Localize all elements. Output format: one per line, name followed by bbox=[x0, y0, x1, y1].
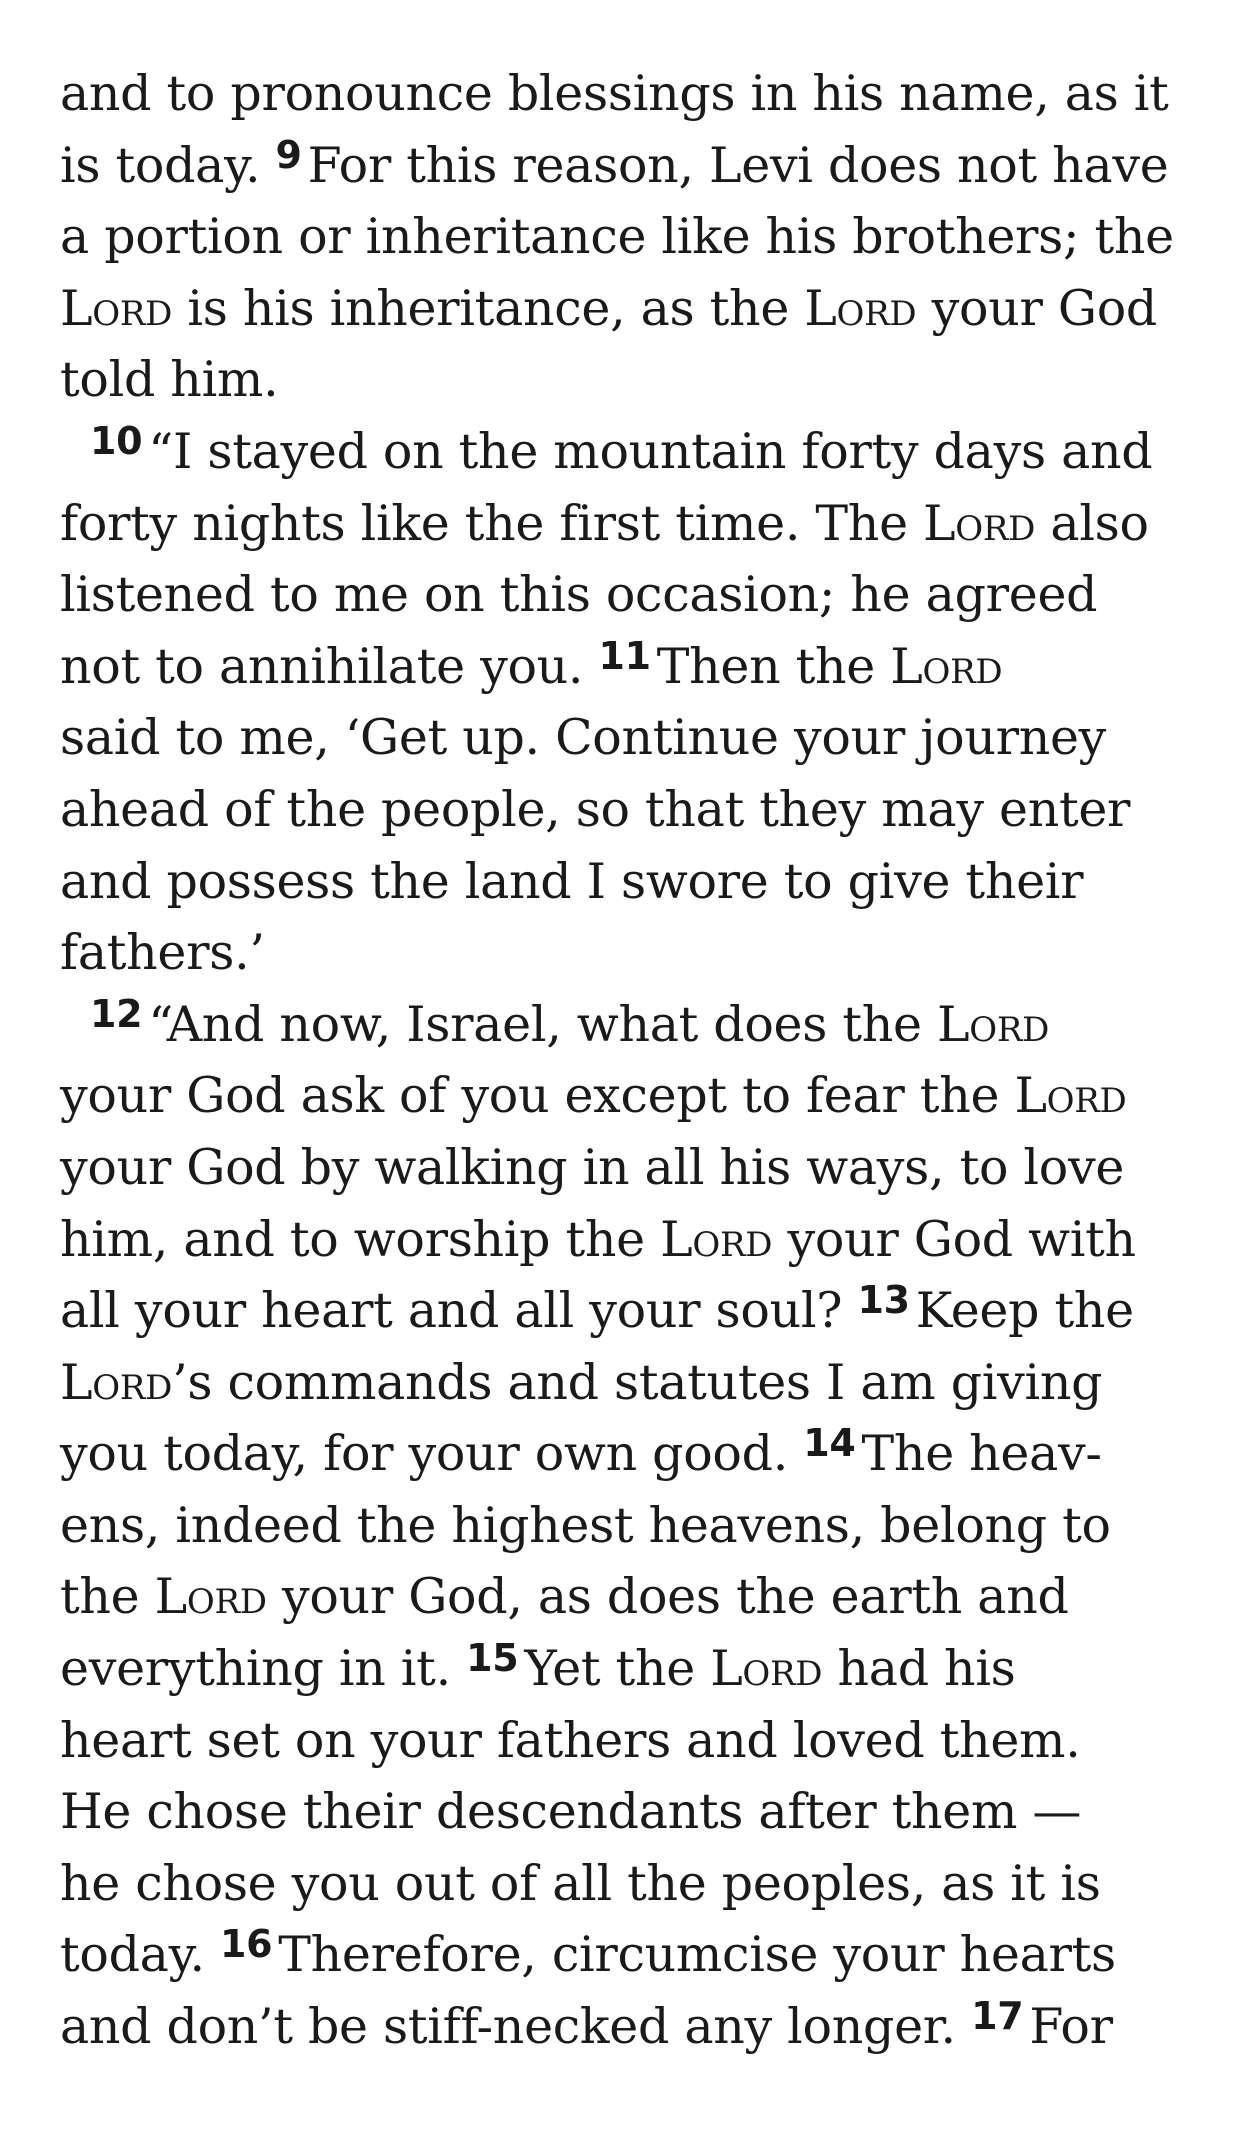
verse-text: had his bbox=[822, 1640, 1016, 1698]
verse-text: said to me, ‘Get up. Continue your journey bbox=[60, 709, 1107, 767]
divine-name: Lord bbox=[804, 279, 917, 337]
text-line bbox=[60, 1490, 1200, 1562]
divine-name: Lord bbox=[1014, 1067, 1127, 1125]
verse-text: all your heart and all your soul? bbox=[60, 1282, 858, 1340]
divine-name: Lord bbox=[154, 1568, 267, 1626]
verse-text: your God by walking in all his ways, to love bbox=[60, 1138, 1125, 1196]
verse-number: 12 bbox=[90, 991, 143, 1036]
verse-text: For bbox=[1029, 1998, 1113, 2056]
divine-name: Lord bbox=[660, 1210, 773, 1268]
verse-text: ahead of the people, so that they may enter bbox=[60, 780, 1131, 838]
verse-text: listened to me on this occasion; he agreed bbox=[60, 566, 1098, 624]
text-line bbox=[60, 917, 1200, 989]
text-line bbox=[60, 344, 1200, 416]
verse-number: 9 bbox=[275, 132, 302, 177]
verse-text: forty nights like the first time. The bbox=[60, 494, 924, 552]
verse-text: Keep the bbox=[915, 1282, 1134, 1340]
text-line bbox=[60, 1347, 1200, 1419]
text-line bbox=[60, 774, 1200, 846]
verse-text: The heav- bbox=[861, 1425, 1102, 1483]
divine-name: Lord bbox=[937, 995, 1050, 1053]
text-line bbox=[60, 989, 1200, 1061]
verse-text: Then the bbox=[656, 637, 891, 695]
verse-text: your God with bbox=[772, 1210, 1136, 1268]
verse-number: 10 bbox=[90, 418, 143, 463]
scripture-text bbox=[60, 58, 1200, 2063]
text-line bbox=[60, 488, 1200, 560]
verse-text: told him. bbox=[60, 351, 279, 409]
divine-name: Lord bbox=[890, 637, 1003, 695]
text-line bbox=[60, 846, 1200, 918]
verse-number: 14 bbox=[803, 1421, 856, 1466]
verse-number: 16 bbox=[220, 1922, 273, 1967]
verse-number: 11 bbox=[598, 633, 651, 678]
divine-name: Lord bbox=[923, 494, 1036, 552]
verse-text: For this reason, Levi does not have bbox=[307, 136, 1169, 194]
verse-text: Yet the bbox=[524, 1640, 711, 1698]
verse-text: your God bbox=[916, 279, 1158, 337]
verse-text: “And now, Israel, what does the bbox=[148, 995, 937, 1053]
text-line bbox=[60, 1561, 1200, 1633]
verse-text: today. bbox=[60, 1926, 220, 1984]
verse-text: ’s commands and statutes I am giving bbox=[172, 1353, 1103, 1411]
divine-name: Lord bbox=[710, 1640, 823, 1698]
verse-text: is today. bbox=[60, 136, 276, 194]
text-line bbox=[60, 702, 1200, 774]
verse-text: ens, indeed the highest heavens, belong to bbox=[60, 1496, 1111, 1554]
verse-text: your God ask of you except to fear the bbox=[60, 1067, 1015, 1125]
text-line bbox=[60, 1204, 1200, 1276]
verse-text: he chose you out of all the peoples, as it is bbox=[60, 1854, 1101, 1912]
text-line bbox=[60, 1776, 1200, 1848]
text-line bbox=[60, 559, 1200, 631]
verse-text: a portion or inheritance like his brothers; the bbox=[60, 208, 1174, 266]
text-line bbox=[60, 1132, 1200, 1204]
verse-text: you today, for your own good. bbox=[60, 1425, 804, 1483]
verse-text: is his inheritance, as the bbox=[172, 279, 805, 337]
text-line bbox=[60, 1991, 1200, 2063]
text-line bbox=[60, 201, 1200, 273]
text-line bbox=[60, 1705, 1200, 1777]
text-line bbox=[60, 58, 1200, 130]
verse-text: your God, as does the earth and bbox=[266, 1568, 1069, 1626]
divine-name: Lord bbox=[60, 1353, 173, 1411]
verse-number: 17 bbox=[971, 1994, 1024, 2039]
text-line bbox=[60, 1633, 1200, 1705]
verse-text: fathers.’ bbox=[60, 924, 265, 982]
divine-name: Lord bbox=[60, 279, 173, 337]
verse-text: and don’t be stiff-necked any longer. bbox=[60, 1998, 972, 2056]
verse-text: and possess the land I swore to give their bbox=[60, 852, 1084, 910]
text-line bbox=[60, 1275, 1200, 1347]
verse-text: also bbox=[1035, 494, 1149, 552]
text-line bbox=[60, 1848, 1200, 1920]
verse-text: the bbox=[60, 1568, 155, 1626]
text-line bbox=[60, 1060, 1200, 1132]
verse-text: everything in it. bbox=[60, 1640, 467, 1698]
text-line bbox=[60, 416, 1200, 488]
verse-text: him, and to worship the bbox=[60, 1210, 661, 1268]
text-line bbox=[60, 273, 1200, 345]
verse-text: and to pronounce blessings in his name, as it bbox=[60, 65, 1169, 122]
verse-text: “I stayed on the mountain forty days and bbox=[148, 422, 1153, 480]
text-line bbox=[60, 1919, 1200, 1991]
verse-text: He chose their descendants after them — bbox=[60, 1783, 1082, 1841]
text-line bbox=[60, 130, 1200, 202]
verse-text: heart set on your fathers and loved them. bbox=[60, 1711, 1081, 1769]
verse-text: not to annihilate you. bbox=[60, 637, 599, 695]
text-line bbox=[60, 631, 1200, 703]
verse-text: Therefore, circumcise your hearts bbox=[278, 1926, 1116, 1984]
verse-number: 13 bbox=[857, 1278, 910, 1323]
text-line bbox=[60, 1418, 1200, 1490]
verse-number: 15 bbox=[466, 1636, 519, 1681]
